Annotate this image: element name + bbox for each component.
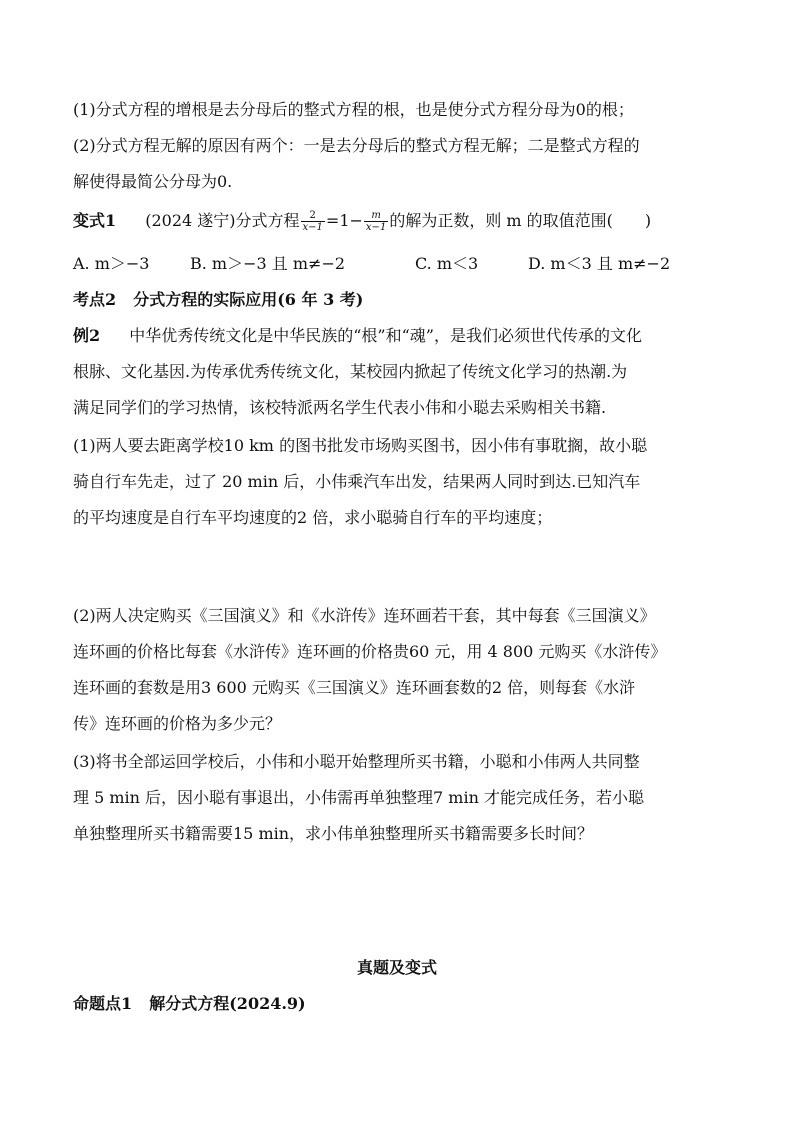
point2-label: 考点2 bbox=[73, 290, 117, 309]
variant1-tail: 的解为正数，则 m 的取值范围( ) bbox=[389, 211, 652, 230]
variant1-question bbox=[73, 210, 651, 233]
variant1-source: (2024 遂宁)分式方程 bbox=[145, 211, 300, 230]
q2-line-3: 连环画的套数是用3 600 元购买《三国演义》连环画套数的2 倍，则每套《水浒 bbox=[73, 678, 636, 697]
option-b: B. m＞−3 且 m≠−2 bbox=[190, 254, 346, 273]
note-line-1: (1)分式方程的增根是去分母后的整式方程的根，也是使分式方程分母为0的根； bbox=[73, 100, 634, 119]
q2-line-2: 连环画的价格比每套《水浒传》连环画的价格贵60 元，用 4 800 元购买《水浒传》 bbox=[73, 642, 667, 661]
proposition1-title: 解分式方程(2024.9) bbox=[149, 994, 306, 1013]
q1-line-1: (1)两人要去距离学校10 km 的图书批发市场购买图书，因小伟有事耽搁，故小聪 bbox=[73, 436, 648, 455]
option-a: A. m＞−3 bbox=[73, 254, 150, 273]
example2-line-3: 满足同学们的学习热情，该校特派两名学生代表小伟和小聪去采购相关书籍. bbox=[73, 398, 607, 417]
proposition1-heading bbox=[73, 994, 306, 1014]
q1-line-2: 骑自行车先走，过了 20 min 后，小伟乘汽车出发，结果两人同时到达.已知汽车 bbox=[73, 472, 641, 491]
point2-heading bbox=[73, 290, 363, 310]
q1-line-3: 的平均速度是自行车平均速度的2 倍，求小聪骑自行车的平均速度； bbox=[73, 508, 553, 527]
note-line-3: 解使得最简公分母为0. bbox=[73, 172, 233, 191]
example2-line-1: 例2 中华优秀传统文化是中华民族的“根”和“魂”，是我们必须世代传承的文化 bbox=[73, 326, 642, 345]
fraction-m-over-x-minus-1: $\frac{m}{x-1}$ bbox=[365, 210, 387, 233]
proposition1-label: 命题点1 bbox=[73, 994, 133, 1013]
point2-title: 分式方程的实际应用(6 年 3 考) bbox=[133, 290, 364, 309]
fraction-2-over-x-minus-1: $\frac{2}{x-1}$ bbox=[302, 210, 323, 233]
q3-line-3: 单独整理所买书籍需要15 min，求小伟单独整理所买书籍需要多长时间？ bbox=[73, 824, 594, 843]
variant1-equals: =1− bbox=[325, 211, 363, 230]
q2-line-4: 传》连环画的价格为多少元？ bbox=[73, 714, 282, 733]
q2-line-1: (2)两人决定购买《三国演义》和《水浒传》连环画若干套，其中每套《三国演义》 bbox=[73, 606, 656, 625]
note-line-2: (2)分式方程无解的原因有两个：一是去分母后的整式方程无解；二是整式方程的 bbox=[73, 136, 640, 155]
option-c: C. m＜3 bbox=[415, 254, 479, 273]
example2-line-2: 根脉、文化基因.为传承优秀传统文化，某校园内掀起了传统文化学习的热潮.为 bbox=[73, 362, 628, 381]
section-title: 真题及变式 bbox=[356, 958, 437, 977]
option-d: D. m＜3 且 m≠−2 bbox=[528, 254, 671, 273]
example2-label: 例2 bbox=[73, 326, 101, 345]
q3-line-1: (3)将书全部运回学校后，小伟和小聪开始整理所买书籍，小聪和小伟两人共同整 bbox=[73, 752, 640, 771]
q3-line-2: 理 5 min 后，因小聪有事退出，小伟需再单独整理7 min 才能完成任务，若小聪 bbox=[73, 788, 644, 807]
variant1-label: 变式1 bbox=[73, 211, 117, 230]
